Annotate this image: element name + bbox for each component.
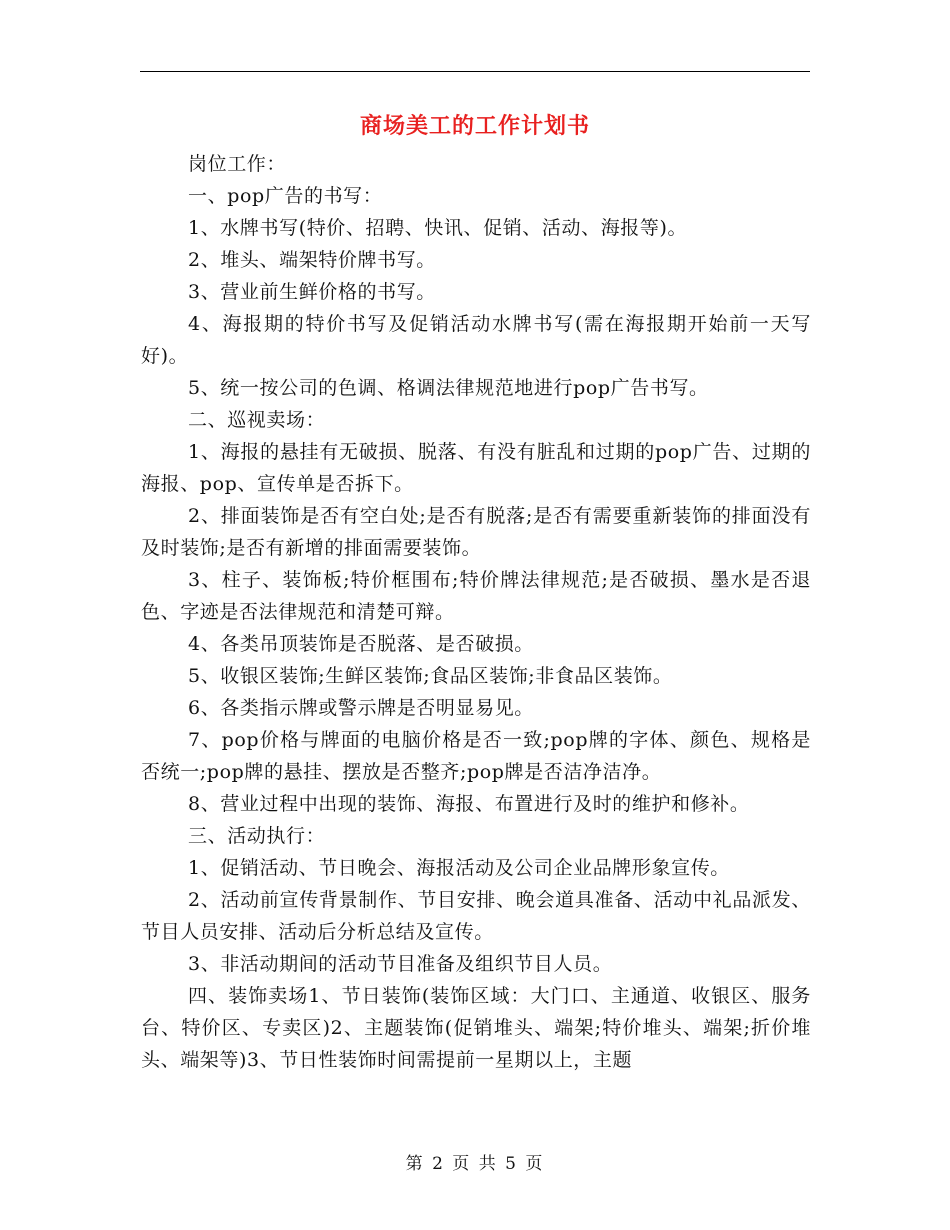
paragraph: 3、柱子、装饰板;特价框围布;特价牌法律规范;是否破损、墨水是否退色、字迹是否法律规范和清楚可辩。 [141,569,811,623]
paragraph: 3、营业前生鲜价格的书写。 [188,281,436,303]
paragraph: 1、水牌书写(特价、招聘、快讯、促销、活动、海报等)。 [188,217,688,239]
header-rule [140,71,810,72]
paragraph: 2、堆头、端架特价牌书写。 [188,249,436,271]
paragraph: 3、非活动期间的活动节目准备及组织节目人员。 [188,953,613,975]
paragraph: 4、海报期的特价书写及促销活动水牌书写(需在海报期开始前一天写好)。 [141,313,811,367]
paragraph: 6、各类指示牌或警示牌是否明显易见。 [188,697,534,719]
paragraph: 2、活动前宣传背景制作、节目安排、晚会道具准备、活动中礼品派发、节目人员安排、活动后分析总结及宣传。 [141,889,811,943]
paragraph: 5、统一按公司的色调、格调法律规范地进行pop广告书写。 [188,377,709,399]
paragraph: 1、海报的悬挂有无破损、脱落、有没有脏乱和过期的pop广告、过期的海报、pop、宣传单是否拆下。 [141,441,811,495]
section-heading: 一、pop广告的书写： [188,185,383,207]
section-heading: 四、装饰卖场1、节日装饰(装饰区域：大门口、主通道、收银区、服务台、特价区、专卖区)2、主题装饰(促销堆头、端架;特价堆头、端架;折价堆头、端架等)3、节日性装饰时间需提前一星期以上，主题 [141,985,811,1071]
paragraph: 岗位工作： [188,153,287,175]
paragraph: 4、各类吊顶装饰是否脱落、是否破损。 [188,633,534,655]
document-title: 商场美工的工作计划书 [359,113,590,139]
paragraph: 8、营业过程中出现的装饰、海报、布置进行及时的维护和修补。 [188,793,750,815]
paragraph: 5、收银区装饰;生鲜区装饰;食品区装饰;非食品区装饰。 [188,665,673,687]
section-heading: 二、巡视卖场： [188,409,326,431]
paragraph: 1、促销活动、节日晚会、海报活动及公司企业品牌形象宣传。 [188,857,730,879]
page-number: 第 2 页 共 5 页 [405,1154,545,1174]
section-heading: 三、活动执行： [188,825,326,847]
paragraph: 7、pop价格与牌面的电脑价格是否一致;pop牌的字体、颜色、规格是否统一;pop牌的悬挂、摆放是否整齐;pop牌是否洁净洁净。 [141,729,811,783]
paragraph: 2、排面装饰是否有空白处;是否有脱落;是否有需要重新装饰的排面没有及时装饰;是否有新增的排面需要装饰。 [141,505,811,559]
document-body [141,148,811,1076]
